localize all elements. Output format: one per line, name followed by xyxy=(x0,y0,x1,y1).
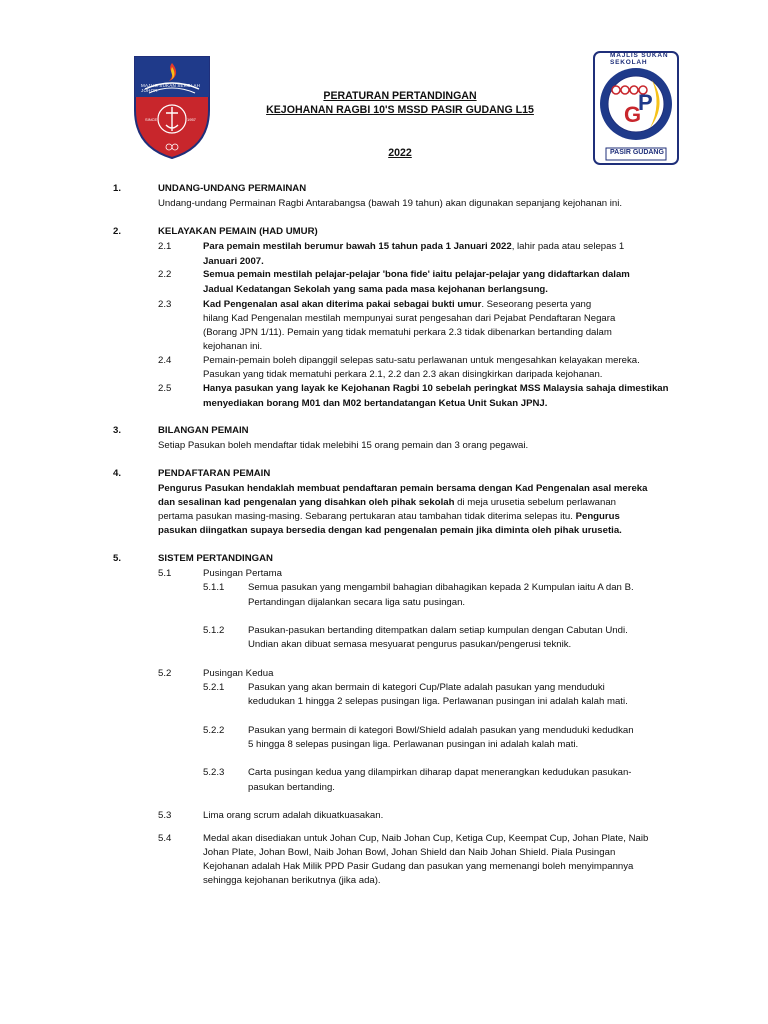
item-2-3-line1: Kad Pengenalan asal akan diterima pakai sebagai bukti umur. Seseorang peserta yang xyxy=(203,299,592,310)
item-5-2-number: 5.2 xyxy=(158,668,172,679)
left-logo-motto: MAJLIS SUKAN SEKOLAH JOHOR xyxy=(141,83,201,93)
item-5-2-label: Pusingan Kedua xyxy=(203,668,274,679)
item-2-4-number: 2.4 xyxy=(158,355,172,366)
item-5-1-2-line1: Pasukan-pasukan bertanding ditempatkan dalam setiap kumpulan dengan Cabutan Undi. xyxy=(248,625,628,636)
svg-text:P: P xyxy=(638,90,653,115)
item-2-5-line2: menyediakan borang M01 dan M02 bertandatangan Ketua Unit Sukan JPNJ. xyxy=(203,398,548,409)
section-4-line1: Pengurus Pasukan hendaklah membuat pendaftaran pemain bersama dengan Kad Pengenalan asal mereka xyxy=(158,483,648,494)
item-5-4-line4: sehingga kejohanan berikutnya (jika ada). xyxy=(203,875,381,886)
item-2-4-line1: Pemain-pemain boleh dipanggil selepas satu-satu perlawanan untuk mengesahkan kelayakan mereka. xyxy=(203,355,640,366)
item-5-4-line2: Johan Plate, Johan Bowl, Naib Johan Bowl, Johan Shield dan Naib Johan Shield. Piala Pusingan xyxy=(203,847,616,858)
mssj-crest-icon xyxy=(133,55,211,160)
item-5-1-1-number: 5.1.1 xyxy=(203,582,225,593)
item-2-3-line4: kejohanan ini. xyxy=(203,341,263,352)
item-2-1-number: 2.1 xyxy=(158,241,172,252)
item-5-4-line1: Medal akan disediakan untuk Johan Cup, Naib Johan Cup, Ketiga Cup, Keempat Cup, Johan Plate, Naib xyxy=(203,833,649,844)
mssd-pg-badge-icon xyxy=(592,50,680,166)
right-logo-ring-text: MAJLIS SUKAN SEKOLAH xyxy=(610,52,669,66)
item-5-1-label: Pusingan Pertama xyxy=(203,568,282,579)
item-5-2-3-number: 5.2.3 xyxy=(203,767,225,778)
doc-year: 2022 xyxy=(388,147,412,159)
item-5-2-3-line1: Carta pusingan kedua yang dilampirkan diharap dapat menerangkan kedudukan pasukan- xyxy=(248,767,632,778)
section-5-number: 5. xyxy=(113,553,122,564)
item-5-1-number: 5.1 xyxy=(158,568,172,579)
section-4-line2: dan sesalinan kad pengenalan yang disahkan oleh pihak sekolah di meja urusetia sebelum perlawanan xyxy=(158,497,617,508)
section-1-body: Undang-undang Permainan Ragbi Antarabangsa (bawah 19 tahun) akan digunakan sepanjang kejohanan ini. xyxy=(158,198,623,209)
left-logo-since: SINCE xyxy=(145,117,158,122)
item-2-4-line2: Pasukan yang tidak mematuhi perkara 2.1, 2.2 dan 2.3 akan disingkirkan daripada kejohanan. xyxy=(203,369,603,380)
item-2-2-line1: Semua pemain mestilah pelajar-pelajar 'bona fide' iaitu pelajar-pelajar yang didaftarkan dalam xyxy=(203,269,630,280)
item-5-4-line3: Kejohanan adalah Hak Milik PPD Pasir Gudang dan pasukan yang memenangi boleh menyimpannya xyxy=(203,861,634,872)
item-5-2-2-number: 5.2.2 xyxy=(203,725,225,736)
item-5-2-3-line2: pasukan bertanding. xyxy=(248,782,335,793)
section-1-title: UNDANG-UNDANG PERMAINAN xyxy=(158,183,307,194)
section-4-line3: pertama pasukan masing-masing. Sebarang pertukaran atau tambahan tidak diterima selepas itu. Pengurus xyxy=(158,511,620,522)
item-2-3-line2: hilang Kad Pengenalan mestilah mempunyai surat pengesahan dari Pejabat Pendaftaran Negara xyxy=(203,313,616,324)
item-5-1-2-line2: Undian akan dibuat semasa mesyuarat pengurus pasukan/pengerusi teknik. xyxy=(248,639,572,650)
left-logo-year: 1957 xyxy=(187,117,196,122)
section-3-number: 3. xyxy=(113,425,122,436)
item-2-2-number: 2.2 xyxy=(158,269,172,280)
item-5-2-1-number: 5.2.1 xyxy=(203,682,225,693)
item-5-1-1-line2: Pertandingan dijalankan secara liga satu pusingan. xyxy=(248,597,466,608)
doc-title-line1: PERATURAN PERTANDINGAN xyxy=(323,90,477,102)
item-5-3-number: 5.3 xyxy=(158,810,172,821)
section-1-number: 1. xyxy=(113,183,122,194)
right-logo-bottom-text: PASIR GUDANG xyxy=(610,149,664,156)
item-5-4-number: 5.4 xyxy=(158,833,172,844)
doc-title-line2: KEJOHANAN RAGBI 10'S MSSD PASIR GUDANG L15 xyxy=(266,104,534,116)
item-5-2-2-line2: 5 hingga 8 selepas pusingan liga. Perlawanan pusingan ini adalah kalah mati. xyxy=(248,739,579,750)
item-2-2-line2: Jadual Kedatangan Sekolah yang sama pada masa kejohanan berlangsung. xyxy=(203,284,548,295)
item-5-3-line1: Lima orang scrum adalah dikuatkuasakan. xyxy=(203,810,384,821)
section-4-line4: pasukan diingatkan supaya bersedia dengan kad pengenalan pemain jika diminta oleh pihak urusetia. xyxy=(158,525,622,536)
item-2-3-number: 2.3 xyxy=(158,299,172,310)
section-3-body: Setiap Pasukan boleh mendaftar tidak melebihi 15 orang pemain dan 3 orang pegawai. xyxy=(158,440,529,451)
section-4-title: PENDAFTARAN PEMAIN xyxy=(158,468,271,479)
section-3-title: BILANGAN PEMAIN xyxy=(158,425,249,436)
item-5-1-2-number: 5.1.2 xyxy=(203,625,225,636)
item-2-1-line2: Januari 2007. xyxy=(203,256,264,267)
item-2-5-line1: Hanya pasukan yang layak ke Kejohanan Ragbi 10 sebelah peringkat MSS Malaysia sahaja dimestikan xyxy=(203,383,669,394)
item-5-2-1-line2: kedudukan 1 hingga 2 selepas pusingan liga. Perlawanan pusingan ini adalah kalah mati. xyxy=(248,696,628,707)
section-2-title: KELAYAKAN PEMAIN (HAD UMUR) xyxy=(158,226,318,237)
item-2-5-number: 2.5 xyxy=(158,383,172,394)
item-2-3-line3: (Borang JPN 1/11). Pemain yang tidak mematuhi perkara 2.3 tidak dibenarkan bertanding dalam xyxy=(203,327,612,338)
item-5-2-2-line1: Pasukan yang bermain di kategori Bowl/Shield adalah pasukan yang menduduki kedudkan xyxy=(248,725,634,736)
item-2-1-line1: Para pemain mestilah berumur bawah 15 tahun pada 1 Januari 2022, lahir pada atau selepas 1 xyxy=(203,241,625,252)
item-5-2-1-line1: Pasukan yang akan bermain di kategori Cup/Plate adalah pasukan yang menduduki xyxy=(248,682,605,693)
section-4-number: 4. xyxy=(113,468,122,479)
svg-text:G: G xyxy=(624,102,642,127)
section-2-number: 2. xyxy=(113,226,122,237)
section-5-title: SISTEM PERTANDINGAN xyxy=(158,553,273,564)
item-5-1-1-line1: Semua pasukan yang mengambil bahagian dibahagikan kepada 2 Kumpulan iaitu A dan B. xyxy=(248,582,634,593)
